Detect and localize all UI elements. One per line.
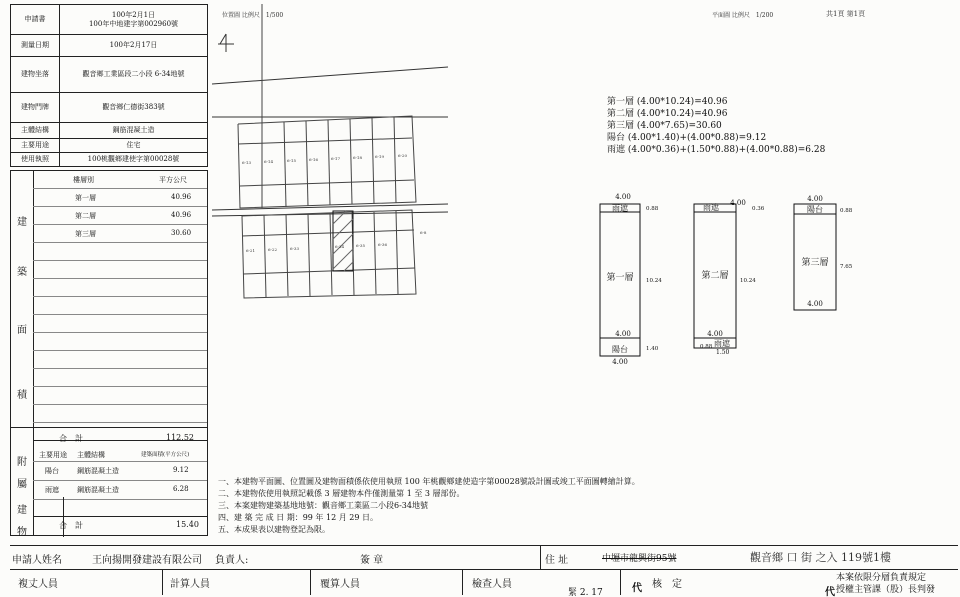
f1-width-mid: 4.00 <box>615 330 631 338</box>
f2-d4: 1.50 <box>716 349 730 356</box>
dai-mark-2: 代 <box>825 587 835 597</box>
lot-label: 6-19 <box>375 154 384 159</box>
annex-use: 陽台 <box>45 467 59 475</box>
floor-name: 第一層 <box>75 194 96 202</box>
door: 觀音鄉仁德街383號 <box>60 93 208 123</box>
use-label: 主要用途 <box>11 139 60 153</box>
empty-row <box>33 387 207 405</box>
calc-label: 計算人員 <box>170 579 210 590</box>
lot-label: 6-8 <box>420 230 427 235</box>
empty-row <box>33 333 207 351</box>
divider <box>462 569 463 595</box>
floor-plan-1 <box>600 193 662 366</box>
dai-mark-1: 代 <box>632 583 642 594</box>
area-rows <box>33 171 207 441</box>
f2-canopy: 雨遮 <box>703 203 719 212</box>
side-char: 屬 <box>17 479 27 490</box>
responsible-label: 負責人: <box>215 555 249 566</box>
calc-line: 雨遮 (4.00*0.36)+(1.50*0.88)+(4.00*0.88)=6.28 <box>607 145 826 155</box>
annex-structure: 鋼筋混凝土造 <box>77 467 119 475</box>
review-label: 覆算人員 <box>320 579 360 590</box>
lot-grid <box>238 4 416 298</box>
annex-header-row <box>33 446 207 462</box>
f1-name: 第一層 <box>606 273 634 283</box>
lot-label: 6-18 <box>353 155 362 160</box>
floor-plans <box>590 190 890 370</box>
approve-label: 核 定 <box>652 579 682 590</box>
annex-area: 9.12 <box>173 466 189 474</box>
annex-area: 6.28 <box>173 485 189 493</box>
f1-canopy: 雨遮 <box>612 204 628 213</box>
side-char: 建 <box>17 217 27 228</box>
door-label: 建物門牌 <box>11 93 60 123</box>
empty-row <box>33 297 207 315</box>
f3-d1: 0.88 <box>840 208 853 214</box>
survey-date-label: 測量日期 <box>11 35 60 57</box>
note-line: 一、本建物平面圖、位置圖及建物面積係依使用執照 100 年桃觀鄉建使造字第00028號設計圖或竣工平面圖轉繪計算。 <box>218 477 640 486</box>
side-char: 建 <box>17 505 27 516</box>
annex-use: 雨遮 <box>45 486 59 494</box>
stamp-number: 緊 2. 17 <box>568 588 603 597</box>
application-label: 申請書 <box>11 5 60 35</box>
f3-width-bottom: 4.00 <box>807 300 823 308</box>
floor-plan-3 <box>794 195 853 310</box>
f1-d1: 0.88 <box>646 206 659 212</box>
note-line: 二、本建物依使用執照記載係 3 層建物本件僅測量第 1 至 3 層部份。 <box>218 489 465 498</box>
remark-2: 授權主管課（股）長判發 <box>836 585 936 595</box>
floor-plan-scale: 平面圖 比例尺 1/200 <box>712 12 774 19</box>
f2-width-bottom: 4.00 <box>707 330 723 338</box>
copy-label: 複丈人員 <box>18 579 58 590</box>
empty-row <box>33 261 207 279</box>
note-line: 四、建 築 完 成 日 期：99 年 12 月 29 日。 <box>218 513 378 522</box>
f3-balcony: 陽台 <box>807 205 823 214</box>
annex-table <box>33 446 207 500</box>
side-char: 面 <box>17 325 27 336</box>
lot-label: 6-21 <box>246 248 255 253</box>
building-info-table <box>10 4 208 167</box>
lot-label: 6-15 <box>287 158 296 163</box>
lot-label: 6-34 <box>335 244 344 249</box>
license-label: 使用執照 <box>11 153 60 167</box>
seal-label: 簽 章 <box>360 555 384 566</box>
lot-label: 6-17 <box>331 156 340 161</box>
table-row <box>33 481 207 500</box>
north-arrow <box>218 34 234 52</box>
application-date: 100年2月1日 <box>111 10 156 19</box>
total-label: 合 計 <box>59 434 83 443</box>
subject-lot-hatch <box>333 211 353 271</box>
empty-row <box>33 369 207 387</box>
lot-label: 6-14 <box>264 159 273 164</box>
f2-d2: 10.24 <box>740 278 756 284</box>
floor-area: 40.96 <box>171 193 192 201</box>
floor-area: 30.60 <box>171 229 192 237</box>
note-line: 三、本案建物建築基地地號：觀音鄉工業區二小段6-34地號 <box>218 501 428 510</box>
empty-row <box>33 405 207 423</box>
side-char: 築 <box>17 267 27 278</box>
lot-label: 6-16 <box>309 157 318 162</box>
application-number: 100年中地建字第002960號 <box>88 19 179 28</box>
notes <box>218 476 640 536</box>
f2-name: 第二層 <box>701 271 729 281</box>
floor-name: 第二層 <box>75 212 96 220</box>
annex-total-value: 15.40 <box>176 520 199 529</box>
lot-label: 6-33 <box>290 246 299 251</box>
f2-d3: 0.88 <box>700 344 713 350</box>
location: 觀音鄉工業區段二小段 6-34地號 <box>60 57 208 93</box>
f1-d2: 10.24 <box>646 278 662 284</box>
applicant: 王向揚開發建設有限公司 <box>92 555 202 566</box>
lot-label: 6-13 <box>242 160 251 165</box>
divider <box>540 545 541 569</box>
annex-total-line <box>33 516 207 518</box>
f3-width-top: 4.00 <box>807 195 823 203</box>
site-plan-drawing <box>212 4 592 304</box>
divider <box>10 545 958 546</box>
side-char: 物 <box>17 527 27 538</box>
f1-d3: 1.40 <box>646 346 659 352</box>
signature-strip <box>10 545 958 595</box>
license: 100桃觀鄉建使字第00028號 <box>60 153 208 167</box>
calc-line: 第三層 (4.00*7.65)=30.60 <box>607 121 722 131</box>
calc-line: 第二層 (4.00*10.24)=40.96 <box>607 109 728 119</box>
lot-label: 6-35 <box>356 243 365 248</box>
divider <box>310 569 311 595</box>
address-label: 住 址 <box>545 555 569 566</box>
table-row <box>33 207 207 225</box>
lot-label: 6-20 <box>398 153 407 158</box>
empty-row <box>33 315 207 333</box>
structure-label: 主體結構 <box>11 123 60 139</box>
remark-1: 本案依限分層負責規定 <box>836 573 927 583</box>
divider <box>10 569 958 570</box>
site-plan-scale: 位置圖 比例尺 1/500 <box>222 12 284 19</box>
structure: 鋼筋混凝土造 <box>60 123 208 139</box>
f2-canopy-bottom: 雨遮 <box>714 339 730 348</box>
table-row <box>33 189 207 207</box>
side-char: 積 <box>17 390 27 401</box>
location-label: 建物坐落 <box>11 57 60 93</box>
calc-line: 第一層 (4.00*10.24)=40.96 <box>607 97 728 107</box>
annex-header: 主要用途 <box>39 451 67 459</box>
survey-date: 100年2月17日 <box>60 35 208 57</box>
f1-width-top: 4.00 <box>615 193 631 201</box>
divider <box>620 569 621 595</box>
f2-width-top: 4.00 <box>730 199 746 207</box>
side-char: 附 <box>17 457 27 468</box>
use: 住宅 <box>60 139 208 153</box>
area-table <box>10 170 208 536</box>
lot-label: 6-36 <box>378 242 387 247</box>
area-side-labels <box>11 171 34 538</box>
empty-row <box>33 351 207 369</box>
address-new: 觀音鄉 口 街 之入 119號1樓 <box>750 551 891 564</box>
address-old: 中壢市龍興街95號 <box>602 554 677 564</box>
floor-name: 第三層 <box>75 230 96 238</box>
annex-total-label: 合 計 <box>59 521 83 530</box>
table-row <box>33 462 207 481</box>
annex-structure: 鋼筋混凝土造 <box>77 486 119 494</box>
header-floor: 樓層別 <box>73 176 94 184</box>
f1-balcony: 陽台 <box>612 345 628 354</box>
floor-area: 40.96 <box>171 211 192 219</box>
empty-row <box>33 279 207 297</box>
annex-header: 建築面積(平方公尺) <box>141 452 190 458</box>
note-line: 五、本成果表以建物登記為限。 <box>218 525 330 534</box>
lot-label: 6-22 <box>268 247 277 252</box>
page-number: 共1頁 第1頁 <box>826 10 866 18</box>
area-header-row <box>33 171 207 189</box>
total-value: 112.52 <box>166 433 194 442</box>
applicant-label: 申請人姓名 <box>12 555 62 566</box>
divider <box>162 569 163 595</box>
subject-lot <box>333 211 353 271</box>
annex-header: 主體結構 <box>77 451 105 459</box>
empty-row <box>33 243 207 261</box>
header-unit: 平方公尺 <box>159 176 187 184</box>
f1-width-bottom: 4.00 <box>612 358 628 366</box>
f2-d1: 0.36 <box>752 206 765 212</box>
calc-line: 陽台 (4.00*1.40)+(4.00*0.88)=9.12 <box>607 133 767 143</box>
table-row <box>33 225 207 243</box>
road-line <box>212 67 448 84</box>
area-calculations <box>607 96 825 156</box>
f3-name: 第三層 <box>801 258 829 268</box>
f3-d2: 7.65 <box>840 264 853 270</box>
inspect-label: 檢查人員 <box>472 579 512 590</box>
application-value <box>60 5 208 35</box>
floor-plan-2 <box>694 199 765 356</box>
